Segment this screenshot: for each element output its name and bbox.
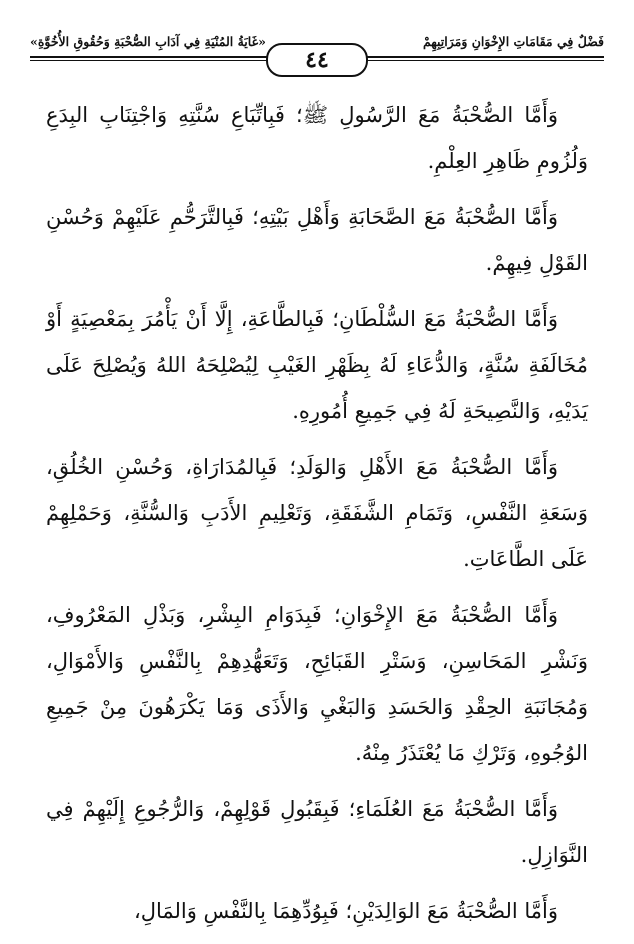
chapter-title: فَضْلٌ فِي مَقَامَاتِ الإِخْوَانِ وَمَرَاتِبِهِمْ [422, 34, 604, 49]
paragraph: وَأَمَّا الصُّحْبَةُ مَعَ الإِخْوَانِ؛ فَبِدَوَامِ البِشْرِ، وَبَذْلِ المَعْرُوفِ، وَنَشْرِ المَحَاسِنِ، وَسَتْرِ القَبَائِحِ، وَتَعَهُّدِهِمْ بِالنَّفْسِ وَالأَمْوَالِ، وَمُجَانَبَةِ الحِقْدِ وَالحَسَدِ وَالبَغْيِ وَالأَذَى وَمَا يَكْرَهُونَ مِنْ جَمِيعِ الوُجُوهِ، وَتَرْكِ مَا يُعْتَذَرُ مِنْهُ. [46, 603, 588, 765]
paragraph: وَأَمَّا الصُّحْبَةُ مَعَ الأَهْلِ وَالوَلَدِ؛ فَبِالمُدَارَاةِ، وَحُسْنِ الخُلُقِ، وَسَعَةِ النَّفْسِ، وَتَمَامِ الشَّفَقَةِ، وَتَعْلِيمِ الأَدَبِ وَالسُّنَّةِ، وَحَمْلِهِمْ عَلَى الطَّاعَاتِ. [46, 455, 588, 571]
body-text [46, 92, 588, 944]
paragraph: وَأَمَّا الصُّحْبَةُ مَعَ العُلَمَاءِ؛ فَبِقَبُولِ قَوْلِهِمْ، وَالرُّجُوعِ إِلَيْهِمْ فِي النَّوَازِلِ. [46, 797, 588, 867]
paragraph: وَأَمَّا الصُّحْبَةُ مَعَ الوَالِدَيْنِ؛ فَبِوُدِّهِمَا بِالنَّفْسِ وَالمَالِ، [133, 899, 558, 923]
paragraph: وَأَمَّا الصُّحْبَةُ مَعَ السُّلْطَانِ؛ فَبِالطَّاعَةِ، إِلَّا أَنْ يَأْمُرَ بِمَعْصِيَةٍ أَوْ مُخَالَفَةِ سُنَّةٍ، وَالدُّعَاءِ لَهُ بِظَهْرِ الغَيْبِ لِيُصْلِحَهُ اللهُ وَيُصْلِحَ عَلَى يَدَيْهِ، وَالنَّصِيحَةِ لَهُ فِي جَمِيعِ أُمُورِهِ. [46, 307, 588, 423]
page-number: ٤٤ [266, 43, 368, 77]
paragraph: وَأَمَّا الصُّحْبَةُ مَعَ الرَّسُولِ ﷺ؛ فَبِاتِّبَاعِ سُنَّتِهِ وَاجْتِنَابِ البِدَعِ وَلُزُومِ ظَاهِرِ العِلْمِ. [46, 103, 588, 173]
book-title: «غَايَةُ المُنْيَةِ فِي آدَابِ الصُّحْبَةِ وَحُقُوقِ الأُخُوَّةِ» [30, 34, 266, 49]
running-header [30, 30, 604, 76]
paragraph: وَأَمَّا الصُّحْبَةُ مَعَ الصَّحَابَةِ وَأَهْلِ بَيْتِهِ؛ فَبِالتَّرَحُّمِ عَلَيْهِمْ وَحُسْنِ القَوْلِ فِيهِمْ. [46, 205, 588, 275]
